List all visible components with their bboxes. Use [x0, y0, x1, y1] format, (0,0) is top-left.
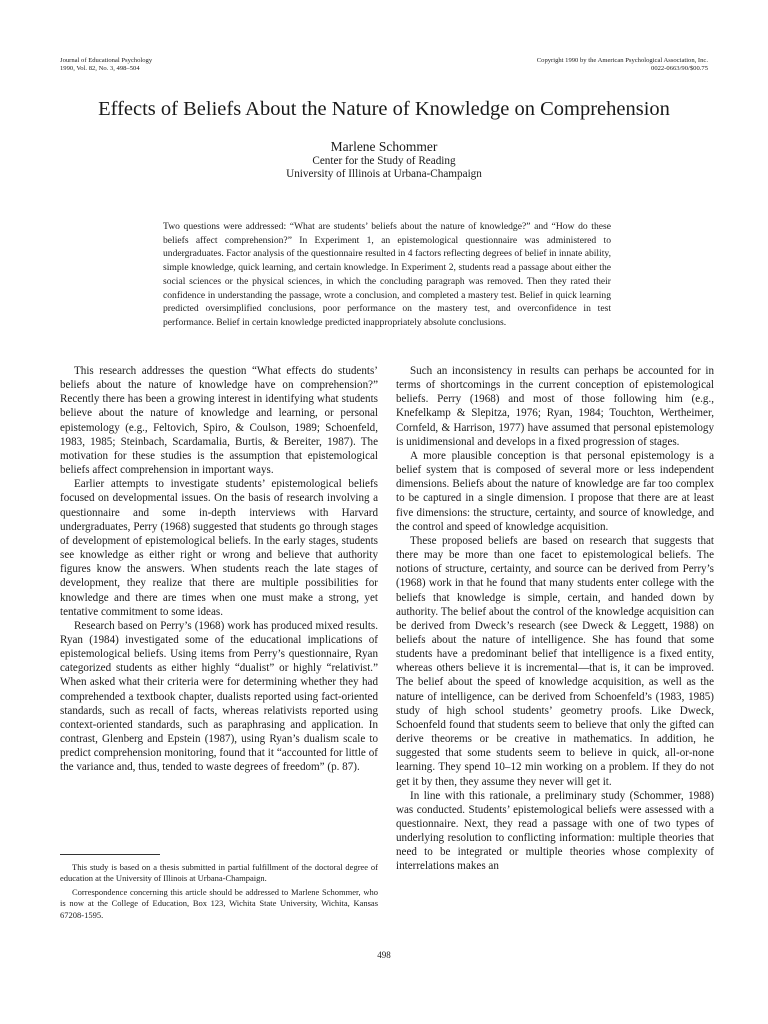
footnote-divider [60, 854, 160, 855]
footnotes [60, 862, 378, 923]
footnote-correspondence: Correspondence concerning this article should be addressed to Marlene Schommer, who is now at the College of Education, Box 123, Wichita State University, Wichita, Kansas 67208-1595. [60, 886, 378, 920]
body-paragraph: These proposed beliefs are based on research that suggests that there may be more than one facet to epistemological beliefs. The notions of structure, certainty, and source can be derived from Perry’s (1968) work in that he found that many students enter college with the beliefs that knowledge is simple, certain, and handed down by authority. The belief about the control of the knowledge acquisition can be derived from Dweck’s research (see Dweck & Leggett, 1988) on beliefs about the nature of intelligence. She has found that some students have a predominant belief that intelligence is a fixed entity, whereas others believe it is incremental—that is, it can be improved. The belief about the speed of knowledge acquisition, as well as the nature of intelligence, can be derived from Schoenfeld’s (1983, 1985) study of high school students’ geometry proofs. Like Dweck, Schoenfeld found that students seem to believe that only the gifted can derive theorems or be creative in mathematics. In addition, he suggested that some students seem to believe in quick, all-or-none learning. They spend 10–12 min working on a problem. If they do not get it by then, they assume they never will get it. [396, 534, 714, 788]
body-paragraph: This research addresses the question “What effects do students’ beliefs about the nature of knowledge have on comprehension?” Recently there has been a growing interest in identifying what students believe about the nature of knowledge and learning, or personal epistemology (e.g., Feltovich, Spiro, & Coulson, 1989; Schoenfeld, 1983, 1985; Steinbach, Scardamalia, Burtis, & Bereiter, 1987). The motivation for these studies is the assumption that epistemological beliefs affect comprehension in important ways. [60, 365, 378, 477]
abstract-text: Two questions were addressed: “What are students’ beliefs about the nature of knowledge?” and “How do these beliefs affect comprehension?” In Experiment 1, an epistemological questionnaire was administered to undergraduates. Factor analysis of the questionnaire resulted in 4 factors reflecting degrees of belief in innate ability, simple knowledge, quick learning, and certain knowledge. In Experiment 2, students read a passage about either the social sciences or the physical sciences, in which the concluding paragraph was removed. Then they rated their confidence in understanding the passage, wrote a conclusion, and completed a mastery test. Belief in quick learning predicted oversimplified conclusions, poor performance on the mastery test, and overconfidence in test performance. Belief in certain knowledge predicted inappropriately absolute conclusions. [163, 221, 611, 328]
body-paragraph: In line with this rationale, a preliminary study (Schommer, 1988) was conducted. Students’ epistemological beliefs were assessed with a questionnaire. Next, they read a passage with one of two types of underlying resolution to conflicting information: multiple theories that need to be integrated or multiple theories whose complexity of interrelations makes an [396, 789, 714, 873]
body-paragraph: Earlier attempts to investigate students’ epistemological beliefs focused on developmental issues. On the basis of research involving a questionnaire and some in-depth interviews with Harvard undergraduates, Perry (1968) suggested that students go through stages of development of epistemological beliefs. In the early stages, students see knowledge as either right or wrong and believe that authority figures know the answers. When students reach the late stages of development, they realize that there are multiple possibilities for knowledge and there are times when one must make a strong, yet tentative commitment to some ideas. [60, 478, 378, 618]
article-title: Effects of Beliefs About the Nature of Knowledge on Comprehension [98, 98, 670, 120]
journal-citation [60, 57, 152, 73]
issn-price: 0022-0663/90/$00.75 [651, 65, 708, 72]
body-paragraph: A more plausible conception is that personal epistemology is a belief system that is composed of several more or less independent dimensions. Beliefs about the nature of knowledge are far too complex to be captured in a single dimension. I propose that there are at least five dimensions: the structure, certainty, and source of knowledge, and the control and speed of knowledge acquisition. [396, 449, 714, 533]
journal-volume: 1990, Vol. 82, No. 3, 498–504 [60, 65, 140, 72]
author-block [0, 139, 768, 181]
body-paragraph: Research based on Perry’s (1968) work has produced mixed results. Ryan (1984) investigated some of the educational implications of epistemological beliefs. Using items from Perry’s questionnaire, Ryan categorized students as either highly “dualist” or highly “relativist.” When asked what their criteria were for determining whether they had comprehended a textbook chapter, dualists reported using fact-oriented standards, such as recall of facts, whereas relativists reported using context-oriented standards, such as paraphrasing and application. In contrast, Glenberg and Epstein (1987), using Ryan’s dualism scale to predict comprehension monitoring, found that it “accounted for little of the variance and, thus, tended to waste degrees of freedom” (p. 87). [60, 619, 378, 774]
body-column-left [60, 364, 378, 775]
body-paragraph: Such an inconsistency in results can perhaps be accounted for in terms of shortcomings in the current conception of epistemological beliefs. Perry (1968) and most of those following him (e.g., Knefelkamp & Slepitza, 1976; Ryan, 1984; Touchton, Wertheimer, Cornfeld, & Harrison, 1977) have assumed that personal epistemology is unidimensional and develops in a fixed progression of stages. [396, 365, 714, 448]
copyright-line: Copyright 1990 by the American Psychological Association, Inc. [536, 57, 708, 64]
copyright-notice [537, 57, 708, 73]
author-affiliation-center: Center for the Study of Reading [312, 155, 456, 167]
page-number: 498 [377, 950, 391, 960]
journal-name: Journal of Educational Psychology [60, 57, 153, 64]
body-column-right [396, 364, 714, 874]
abstract [163, 220, 611, 330]
author-name: Marlene Schommer [330, 139, 438, 154]
author-affiliation-university: University of Illinois at Urbana-Champaign [286, 168, 482, 180]
footnote-thesis: This study is based on a thesis submitted in partial fulfillment of the doctoral degree of education at the University of Illinois at Urbana-Champaign. [60, 862, 378, 884]
